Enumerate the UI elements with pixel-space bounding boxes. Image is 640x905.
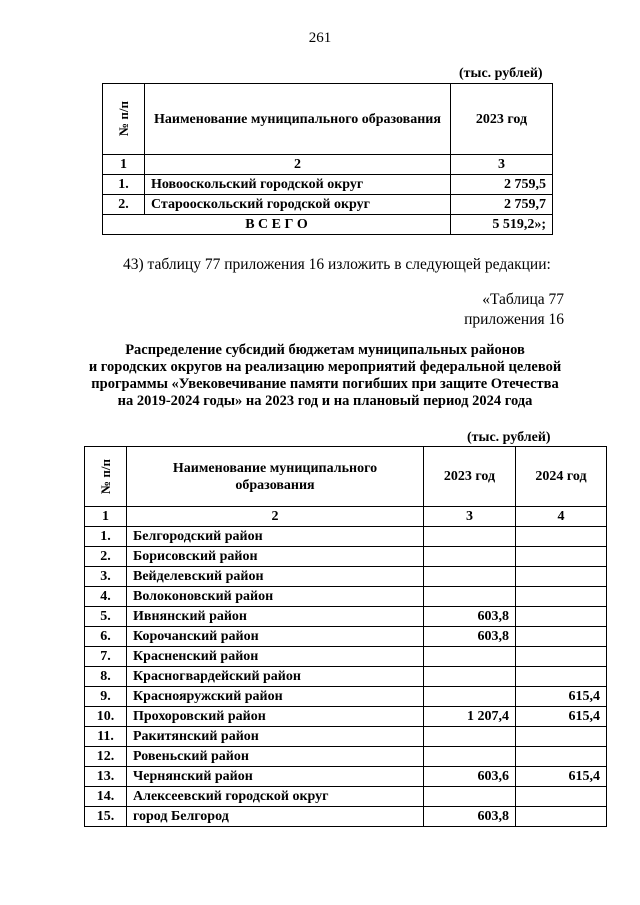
row-y2024 bbox=[516, 567, 607, 587]
table2-colnum: 4 bbox=[516, 507, 607, 527]
row-name: Красненский район bbox=[127, 647, 424, 667]
row-y2023 bbox=[424, 667, 516, 687]
table2-colnum-row bbox=[85, 507, 607, 527]
table1-colnum-row bbox=[103, 155, 553, 175]
total-label: В С Е Г О bbox=[103, 215, 451, 235]
row-y2024 bbox=[516, 747, 607, 767]
table-row bbox=[103, 175, 553, 195]
row-num: 3. bbox=[85, 567, 127, 587]
row-y2023 bbox=[424, 747, 516, 767]
table-row bbox=[85, 787, 607, 807]
table2-header-num: № п/п bbox=[85, 447, 127, 507]
table1-total-row bbox=[103, 215, 553, 235]
row-num: 5. bbox=[85, 607, 127, 627]
row-name: Корочанский район bbox=[127, 627, 424, 647]
row-y2023: 603,8 bbox=[424, 627, 516, 647]
table-row bbox=[85, 607, 607, 627]
table2-colnum: 1 bbox=[85, 507, 127, 527]
table-row bbox=[85, 527, 607, 547]
row-name: Красногвардейский район bbox=[127, 667, 424, 687]
row-num: 2. bbox=[103, 195, 145, 215]
row-num: 1. bbox=[85, 527, 127, 547]
table1-header-name: Наименование муниципального образования bbox=[145, 84, 451, 155]
title-line: Распределение субсидий бюджетам муниципальных районов bbox=[125, 342, 525, 358]
table2-colnum: 2 bbox=[127, 507, 424, 527]
row-num: 2. bbox=[85, 547, 127, 567]
table2-header-row bbox=[85, 447, 607, 507]
row-num: 14. bbox=[85, 787, 127, 807]
row-y2023: 603,8 bbox=[424, 607, 516, 627]
table-row bbox=[85, 807, 607, 827]
title-line: на 2019-2024 годы» на 2023 год и на плановый период 2024 года bbox=[117, 393, 533, 409]
table2-header-2023: 2023 год bbox=[424, 447, 516, 507]
row-name: Вейделевский район bbox=[127, 567, 424, 587]
row-y2024 bbox=[516, 647, 607, 667]
table1 bbox=[102, 83, 553, 235]
row-y2023 bbox=[424, 687, 516, 707]
row-name: Белгородский район bbox=[127, 527, 424, 547]
table-row bbox=[85, 567, 607, 587]
row-name: Алексеевский городской округ bbox=[127, 787, 424, 807]
table-row bbox=[85, 767, 607, 787]
row-name: город Белгород bbox=[127, 807, 424, 827]
row-name: Чернянский район bbox=[127, 767, 424, 787]
row-y2023 bbox=[424, 547, 516, 567]
row-y2024 bbox=[516, 667, 607, 687]
table-row bbox=[85, 687, 607, 707]
table-row bbox=[85, 707, 607, 727]
row-num: 7. bbox=[85, 647, 127, 667]
table-row bbox=[103, 195, 553, 215]
row-num: 8. bbox=[85, 667, 127, 687]
table1-header-row bbox=[103, 84, 553, 155]
row-num: 15. bbox=[85, 807, 127, 827]
table-row bbox=[85, 627, 607, 647]
title-line: и городских округов на реализацию мероприятий федеральной целевой bbox=[88, 359, 562, 375]
table-row bbox=[85, 747, 607, 767]
table2-colnum: 3 bbox=[424, 507, 516, 527]
row-name: Борисовский район bbox=[127, 547, 424, 567]
row-num: 1. bbox=[103, 175, 145, 195]
row-y2023 bbox=[424, 787, 516, 807]
row-num: 9. bbox=[85, 687, 127, 707]
table-row bbox=[85, 727, 607, 747]
row-y2023 bbox=[424, 567, 516, 587]
table1-colnum: 2 bbox=[145, 155, 451, 175]
table-row bbox=[85, 647, 607, 667]
row-y2024 bbox=[516, 787, 607, 807]
table1-colnum: 3 bbox=[451, 155, 553, 175]
page-number: 261 bbox=[308, 30, 332, 46]
table-row bbox=[85, 587, 607, 607]
row-y2023: 603,8 bbox=[424, 807, 516, 827]
row-num: 12. bbox=[85, 747, 127, 767]
row-name: Волоконовский район bbox=[127, 587, 424, 607]
row-y2023 bbox=[424, 647, 516, 667]
row-y2024 bbox=[516, 547, 607, 567]
table-row bbox=[85, 547, 607, 567]
row-num: 10. bbox=[85, 707, 127, 727]
row-y2024: 615,4 bbox=[516, 707, 607, 727]
row-2023: 2 759,5 bbox=[451, 175, 553, 195]
table-reference bbox=[464, 290, 564, 330]
row-y2023 bbox=[424, 527, 516, 547]
row-y2024: 615,4 bbox=[516, 687, 607, 707]
table-row bbox=[85, 667, 607, 687]
row-num: 6. bbox=[85, 627, 127, 647]
row-y2024: 615,4 bbox=[516, 767, 607, 787]
table2-units: (тыс. рублей) bbox=[467, 430, 551, 445]
row-name: Старооскольский городской округ bbox=[145, 195, 451, 215]
table1-units: (тыс. рублей) bbox=[459, 66, 543, 81]
table2 bbox=[84, 446, 607, 827]
row-num: 13. bbox=[85, 767, 127, 787]
table-title bbox=[60, 342, 590, 410]
table-reference-line1: «Таблица 77 bbox=[482, 291, 564, 308]
row-name: Ивнянский район bbox=[127, 607, 424, 627]
row-2023: 2 759,7 bbox=[451, 195, 553, 215]
row-y2024 bbox=[516, 627, 607, 647]
row-y2024 bbox=[516, 607, 607, 627]
row-y2024 bbox=[516, 527, 607, 547]
row-y2023: 603,6 bbox=[424, 767, 516, 787]
table2-header-2024: 2024 год bbox=[516, 447, 607, 507]
amendment-paragraph: 43) таблицу 77 приложения 16 изложить в следующей редакции: bbox=[123, 256, 551, 273]
table1-colnum: 1 bbox=[103, 155, 145, 175]
row-name: Прохоровский район bbox=[127, 707, 424, 727]
row-name: Ровеньский район bbox=[127, 747, 424, 767]
table-reference-line2: приложения 16 bbox=[464, 311, 564, 328]
row-y2023: 1 207,4 bbox=[424, 707, 516, 727]
row-y2023 bbox=[424, 727, 516, 747]
row-y2023 bbox=[424, 587, 516, 607]
row-y2024 bbox=[516, 587, 607, 607]
row-y2024 bbox=[516, 807, 607, 827]
row-num: 4. bbox=[85, 587, 127, 607]
row-name: Краснояружский район bbox=[127, 687, 424, 707]
total-value: 5 519,2»; bbox=[451, 215, 553, 235]
table2-header-name: Наименование муниципального образования bbox=[127, 447, 424, 507]
table1-header-2023: 2023 год bbox=[451, 84, 553, 155]
title-line: программы «Увековечивание памяти погибших при защите Отечества bbox=[91, 376, 559, 392]
row-y2024 bbox=[516, 727, 607, 747]
row-name: Ракитянский район bbox=[127, 727, 424, 747]
row-name: Новооскольский городской округ bbox=[145, 175, 451, 195]
row-num: 11. bbox=[85, 727, 127, 747]
table1-header-num: № п/п bbox=[103, 84, 145, 155]
